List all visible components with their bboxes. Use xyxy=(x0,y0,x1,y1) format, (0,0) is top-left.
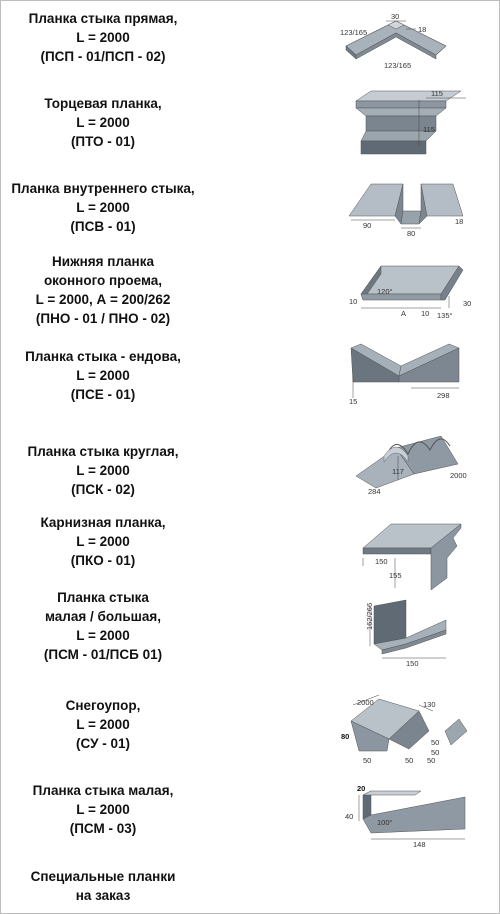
svg-text:123/165: 123/165 xyxy=(340,28,368,37)
item-label-end-strip: Торцевая планка, L = 2000 (ПТО - 01) xyxy=(44,96,162,149)
svg-text:120°: 120° xyxy=(377,287,393,296)
svg-text:100°: 100° xyxy=(377,818,393,827)
svg-text:162/266: 162/266 xyxy=(365,602,374,630)
svg-text:298: 298 xyxy=(437,391,450,400)
svg-text:18: 18 xyxy=(455,217,464,226)
svg-text:30: 30 xyxy=(463,299,472,308)
svg-text:А: А xyxy=(401,309,407,318)
svg-text:15: 15 xyxy=(349,397,358,406)
figure-small-big xyxy=(346,596,466,671)
item-label-eaves: Карнизная планка, L = 2000 (ПКО - 01) xyxy=(40,515,166,568)
svg-text:10: 10 xyxy=(349,297,358,306)
svg-text:130: 130 xyxy=(423,700,436,709)
svg-text:18: 18 xyxy=(418,25,427,34)
item-label-window-bottom: Нижняя планка оконного проема, L = 2000, А = 200/262 (ПНО - 01 / ПНО - 02) xyxy=(35,254,171,326)
figure-window-bottom xyxy=(341,256,481,321)
footer-special-order: Специальные планки на заказ xyxy=(30,869,176,903)
item-label-small-stick: Планка стыка малая, L = 2000 (ПСМ - 03) xyxy=(32,783,174,836)
svg-text:90: 90 xyxy=(363,221,372,230)
svg-text:150: 150 xyxy=(406,659,419,668)
svg-text:2000: 2000 xyxy=(450,471,467,480)
item-label-snow-guard: Снегоупор, L = 2000 (СУ - 01) xyxy=(65,698,141,751)
svg-text:123/165: 123/165 xyxy=(384,61,412,70)
svg-text:284: 284 xyxy=(368,487,381,496)
svg-text:50: 50 xyxy=(431,748,440,757)
svg-text:30: 30 xyxy=(391,12,400,21)
svg-text:40: 40 xyxy=(345,812,354,821)
svg-text:148: 148 xyxy=(413,840,426,849)
svg-text:50: 50 xyxy=(431,738,440,747)
figure-small-stick xyxy=(341,781,471,851)
svg-text:155: 155 xyxy=(389,571,402,580)
svg-text:20: 20 xyxy=(357,784,366,793)
figure-stick-straight xyxy=(336,11,476,71)
figure-inner-stick xyxy=(341,176,471,241)
item-label-round: Планка стыка круглая, L = 2000 (ПСК - 02) xyxy=(27,444,179,497)
svg-text:117: 117 xyxy=(392,467,404,476)
svg-text:115: 115 xyxy=(431,89,443,98)
svg-text:50: 50 xyxy=(363,756,372,765)
item-label-inner-stick: Планка внутреннего стыка, L = 2000 (ПСВ - 01) xyxy=(11,181,195,234)
figure-end-strip xyxy=(351,86,481,161)
item-label-small-big: Планка стыка малая / большая, L = 2000 (ПСМ - 01/ПСБ 01) xyxy=(43,590,163,662)
item-label-valley: Планка стыка - ендова, L = 2000 (ПСЕ - 01) xyxy=(25,349,181,402)
figure-snow-guard xyxy=(339,691,479,766)
svg-text:80: 80 xyxy=(407,229,416,238)
svg-text:115: 115 xyxy=(423,125,435,134)
figure-round xyxy=(346,426,476,496)
figure-valley xyxy=(341,336,471,406)
svg-text:80: 80 xyxy=(341,732,350,741)
item-label-stick-straight: Планка стыка прямая, L = 2000 (ПСП - 01/ПСП - 02) xyxy=(28,11,178,64)
svg-text:135°: 135° xyxy=(437,311,453,320)
svg-text:50: 50 xyxy=(427,756,436,765)
figure-eaves xyxy=(351,516,471,596)
svg-text:150: 150 xyxy=(375,557,388,566)
svg-text:2000: 2000 xyxy=(357,698,374,707)
svg-text:10: 10 xyxy=(421,309,430,318)
svg-text:50: 50 xyxy=(405,756,414,765)
